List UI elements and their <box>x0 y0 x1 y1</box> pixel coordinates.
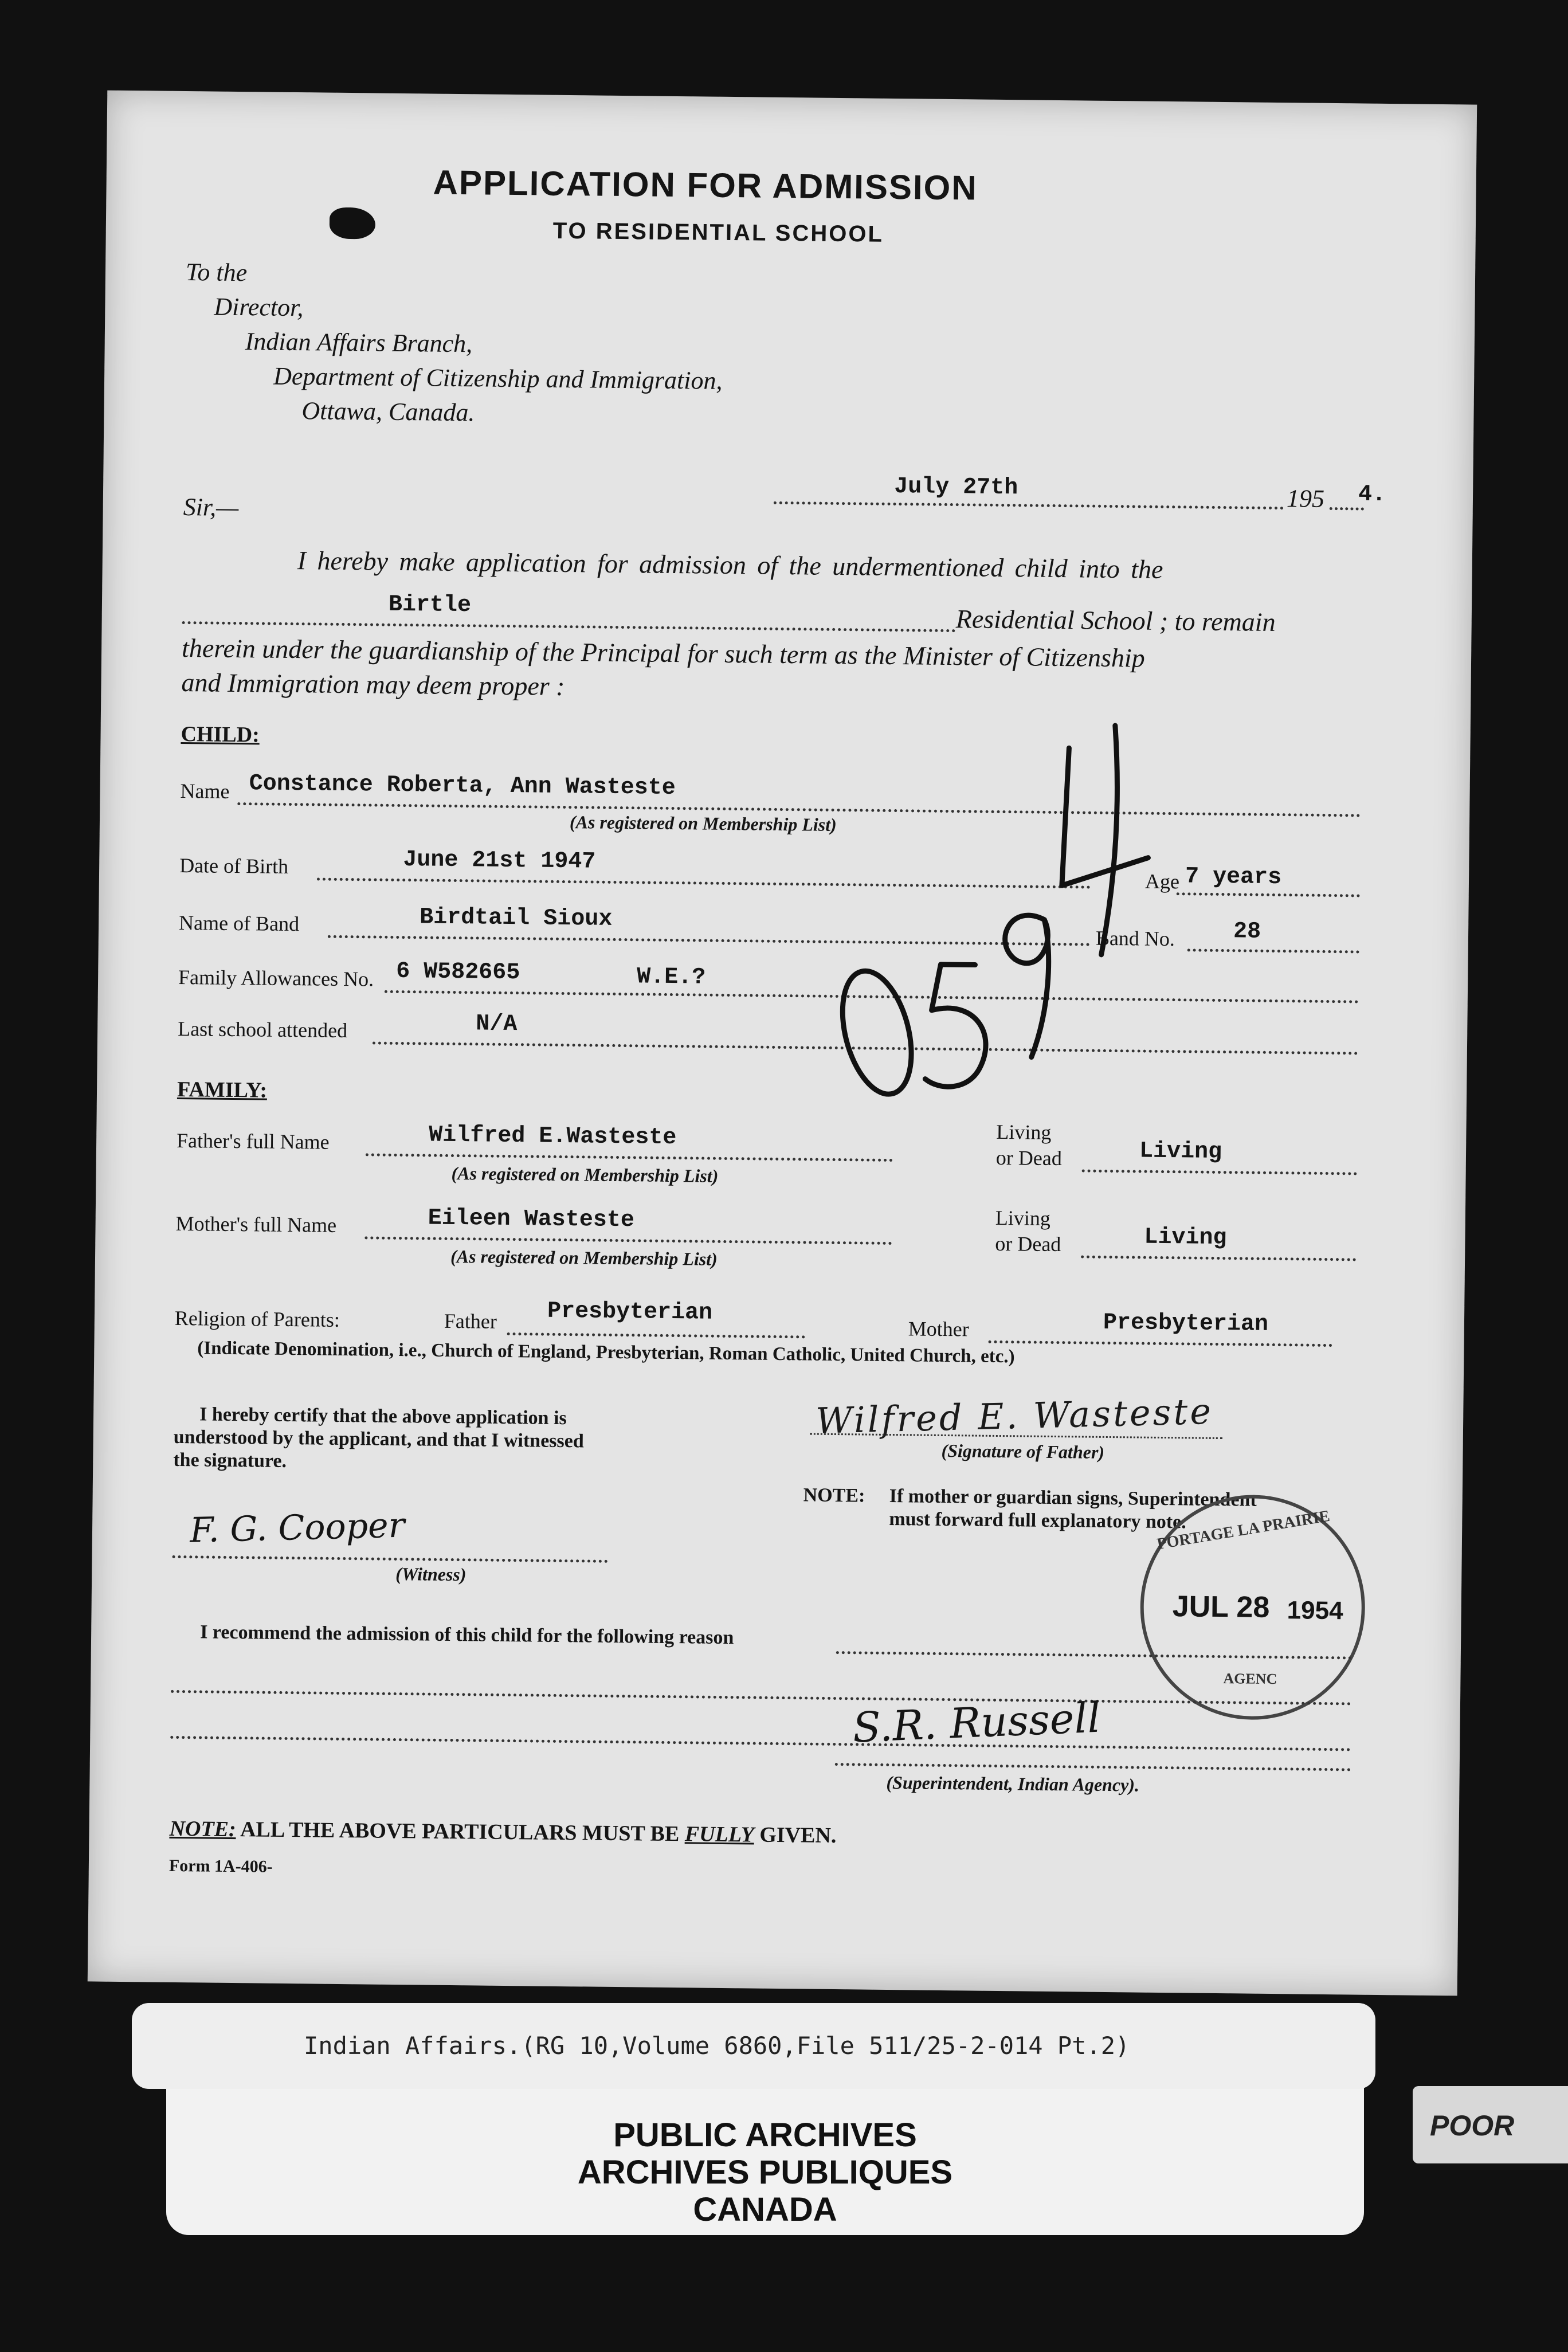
intro-line-2: therein under the guardianship of the Principal for such term as the Minister of Citizenship <box>181 633 1145 673</box>
dead-label-2: or Dead <box>995 1232 1061 1256</box>
dob-value: June 21st 1947 <box>403 847 596 875</box>
mother-name-label: Mother's full Name <box>175 1212 337 1237</box>
child-heading: CHILD: <box>181 722 260 747</box>
final-note-label: NOTE: <box>169 1816 236 1842</box>
intro-line-1: I hereby make application for admission of the undermentioned child into the <box>297 546 1163 584</box>
archive-reference: Indian Affairs.(RG 10,Volume 6860,File 511/25-2-014 Pt.2) <box>304 2032 1130 2060</box>
witness-label: (Witness) <box>395 1563 467 1585</box>
stamp-date: JUL 28 <box>1172 1590 1270 1624</box>
family-allowances-label: Family Allowances No. <box>178 965 374 991</box>
address-line-1: To the <box>185 258 248 287</box>
mother-name-note: (As registered on Membership List) <box>450 1245 718 1269</box>
archive-line-3: CANADA <box>693 2191 837 2228</box>
father-status: Living <box>1139 1138 1222 1166</box>
certify-line-2: understood by the applicant, and that I witnessed <box>173 1426 584 1452</box>
note-label: NOTE: <box>803 1484 865 1507</box>
living-label-1: Living <box>996 1120 1052 1144</box>
band-no-value: 28 <box>1233 919 1261 945</box>
handwritten-number-text: 0594 <box>824 1112 826 1113</box>
father-name-note: (As registered on Membership List) <box>451 1162 719 1186</box>
form-number: Form 1A-406- <box>168 1856 273 1876</box>
living-label-2: Living <box>995 1206 1051 1230</box>
mother-status: Living <box>1144 1224 1227 1252</box>
band-label: Name of Band <box>178 911 300 936</box>
ink-blot <box>330 207 376 240</box>
agency-date-stamp <box>1139 1494 1366 1721</box>
witness-signature: F. G. Cooper <box>189 1505 406 1551</box>
year-prefix: 195 <box>1286 484 1325 513</box>
certify-line-3: the signature. <box>173 1449 287 1472</box>
superintendent-signature: S.R. Russell <box>852 1693 1101 1752</box>
address-line-5: Ottawa, Canada. <box>301 397 475 427</box>
final-note <box>169 1816 836 1848</box>
address-line-2: Director, <box>214 292 304 322</box>
father-name-value: Wilfred E.Wasteste <box>429 1122 677 1151</box>
final-note-text-b: GIVEN. <box>759 1822 837 1848</box>
family-allowances-value: 6 W582665 <box>396 958 520 986</box>
address-line-3: Indian Affairs Branch, <box>245 327 473 358</box>
quality-tag <box>1413 2086 1568 2163</box>
child-name-label: Name <box>180 779 230 803</box>
archive-line-2: ARCHIVES PUBLIQUES <box>577 2154 953 2191</box>
religion-mother-value: Presbyterian <box>1103 1310 1269 1338</box>
signature-of-father-label: (Signature of Father) <box>941 1440 1105 1463</box>
note-line-2: must forward full explanatory note. <box>889 1508 1186 1533</box>
final-note-fully: FULLY <box>684 1822 755 1847</box>
year-digit: 4. <box>1358 481 1386 508</box>
family-heading: FAMILY: <box>177 1077 268 1103</box>
form-title: APPLICATION FOR ADMISSION <box>433 163 978 207</box>
last-school-value: N/A <box>476 1011 518 1038</box>
age-value: 7 years <box>1185 864 1282 891</box>
dob-label: Date of Birth <box>179 853 289 878</box>
father-name-label: Father's full Name <box>176 1128 330 1154</box>
religion-label: Religion of Parents: <box>174 1306 340 1331</box>
band-no-label: Band No. <box>1095 926 1175 951</box>
final-note-text-a: ALL THE ABOVE PARTICULARS MUST BE <box>240 1817 680 1847</box>
note-line-1: If mother or guardian signs, Superintendent <box>889 1485 1257 1511</box>
school-suffix: Residential School ; to remain <box>955 604 1276 637</box>
address-line-4: Department of Citizenship and Immigration, <box>273 362 723 395</box>
religion-note: (Indicate Denomination, i.e., Church of England, Presbyterian, Roman Catholic, United Church, etc.) <box>197 1338 1015 1367</box>
father-signature: Wilfred E. Wasteste <box>815 1390 1214 1442</box>
certify-line-1: I hereby certify that the above application is <box>199 1404 567 1429</box>
age-label: Age <box>1144 869 1180 893</box>
archive-line-1: PUBLIC ARCHIVES <box>613 2116 917 2154</box>
superintendent-label: (Superintendent, Indian Agency). <box>886 1771 1140 1796</box>
child-name-value: Constance Roberta, Ann Wasteste <box>249 771 676 802</box>
last-school-label: Last school attended <box>177 1017 348 1042</box>
application-form <box>88 91 1477 1996</box>
salutation: Sir,— <box>183 493 239 522</box>
religion-mother-label: Mother <box>908 1317 969 1341</box>
religion-father-value: Presbyterian <box>547 1298 713 1326</box>
quality-tag-text: POOR <box>1430 2110 1515 2142</box>
dead-label-1: or Dead <box>995 1146 1063 1170</box>
school-name: Birtle <box>388 591 472 619</box>
form-subtitle: TO RESIDENTIAL SCHOOL <box>552 218 884 247</box>
handwritten-file-number <box>825 711 1173 1127</box>
date-value: July 27th <box>893 473 1018 501</box>
band-value: Birdtail Sioux <box>420 904 613 932</box>
stamp-bottom-text: AGENC <box>1223 1670 1277 1688</box>
child-name-note: (As registered on Membership List) <box>569 812 837 835</box>
religion-father-label: Father <box>444 1309 497 1333</box>
stamp-top-text: PORTAGE LA PRAIRIE <box>1155 1507 1331 1554</box>
mother-name-value: Eileen Wasteste <box>428 1205 635 1234</box>
family-allowances-extra: W.E.? <box>636 964 706 991</box>
intro-line-3: and Immigration may deem proper : <box>181 667 565 701</box>
stamp-year: 1954 <box>1287 1596 1343 1625</box>
recommend-line: I recommend the admission of this child for the following reason <box>199 1621 734 1649</box>
archive-reference-strip <box>132 2003 1375 2089</box>
